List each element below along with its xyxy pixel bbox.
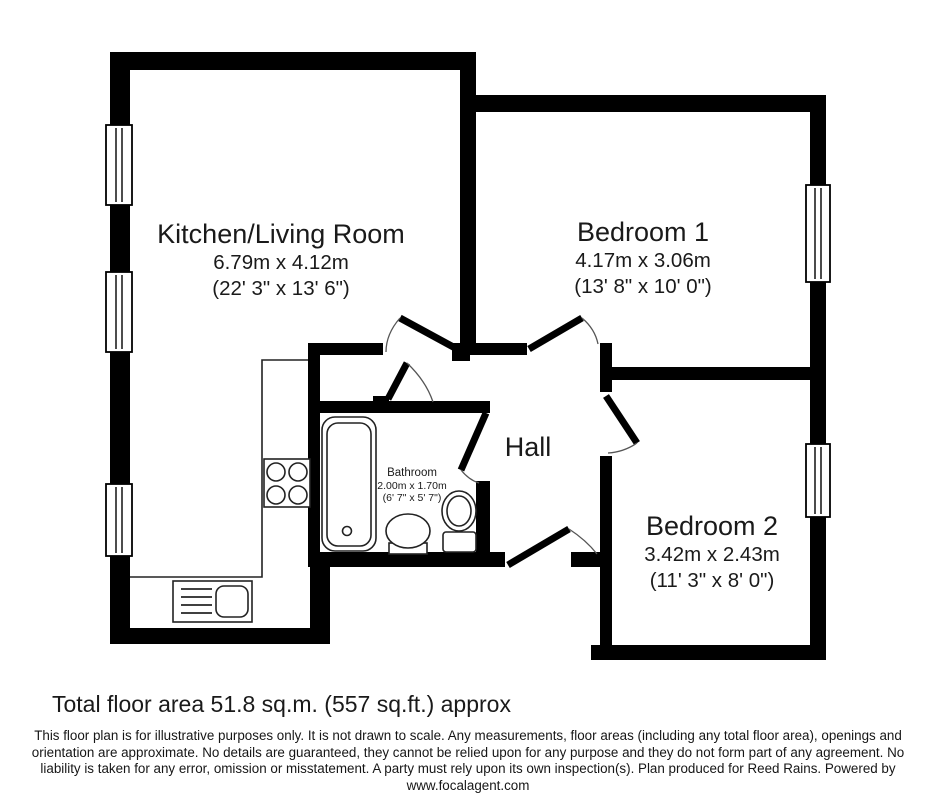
disclaimer-line: liability is taken for any error, omission or misstatement. A party must rely upon its own inspection(s). Plan produced for Reed Rains. Powered by [40, 761, 896, 777]
bedroom2-dims-imperial: (11' 3" x 8' 0") [649, 569, 775, 592]
window-icon [806, 444, 830, 517]
disclaimer-line: This floor plan is for illustrative purposes only. It is not drawn to scale. Any measurements, floor areas (including any total floor area), openings and [34, 728, 902, 743]
bathroom-dims-imperial: (6' 7" x 5' 7") [382, 492, 442, 504]
disclaimer [0, 728, 936, 794]
wall-bathroom-top [308, 401, 490, 413]
window-icon [106, 125, 132, 205]
bedroom1-dims-imperial: (13' 8" x 10' 0") [574, 275, 712, 298]
door-swing-icon [606, 396, 637, 453]
total-area-text: Total floor area 51.8 sq.m. (557 sq.ft.) approx [52, 691, 511, 717]
wall-hall-bottom-right [571, 552, 612, 567]
wall-bed2-bottom [591, 645, 826, 660]
bedroom2-dims-metric: 3.42m x 2.43m [644, 543, 780, 566]
bathroom-sink-icon [386, 514, 430, 554]
bathroom-dims-metric: 2.00m x 1.70m [377, 480, 447, 492]
disclaimer-line: www.focalagent.com [406, 777, 530, 793]
kitchen-fixtures [130, 360, 310, 622]
wall-kitchen-bottom [110, 628, 330, 644]
door-swing-icon [388, 363, 433, 402]
wall-bathroom-left [308, 343, 320, 567]
wall-hall-top [455, 343, 527, 355]
wall-bathroom-right [476, 481, 490, 556]
door-swing-icon [461, 413, 486, 483]
wall-kitchen-bed1-divider [460, 52, 476, 355]
wall-bed1-top [476, 95, 826, 112]
wall-bathroom-door-jamb [373, 396, 389, 413]
kitchen-dims-metric: 6.79m x 4.12m [213, 251, 349, 274]
wall-bed2-left-upper [600, 343, 612, 392]
hall-label: Hall [504, 432, 552, 462]
wall-kitchen-top [110, 52, 476, 70]
wall-bed1-bed2-divider [600, 367, 826, 380]
window-icon [106, 272, 132, 352]
bedroom1-dims-metric: 4.17m x 3.06m [575, 249, 711, 272]
kitchen-sink-icon [173, 581, 252, 622]
bedroom1-label: Bedroom 1 [576, 217, 710, 247]
kitchen-living-room-label: Kitchen/Living Room [157, 219, 405, 249]
bathtub-icon [322, 417, 376, 551]
toilet-icon [442, 491, 476, 552]
door-swing-icon [386, 318, 457, 352]
door-swing-icon [529, 318, 598, 349]
disclaimer-line: orientation are approximate. No details are guaranteed, they cannot be relied upon for any purpose and they do not form part of any agreement. No [31, 744, 905, 760]
window-icon [106, 484, 132, 556]
bedroom2-label: Bedroom 2 [645, 511, 779, 541]
window-icon [806, 185, 830, 282]
bathroom-label: Bathroom [387, 467, 437, 479]
hob-icon [264, 459, 310, 507]
wall-kitchen-door [308, 343, 383, 355]
kitchen-dims-imperial: (22' 3" x 13' 6") [212, 277, 350, 300]
